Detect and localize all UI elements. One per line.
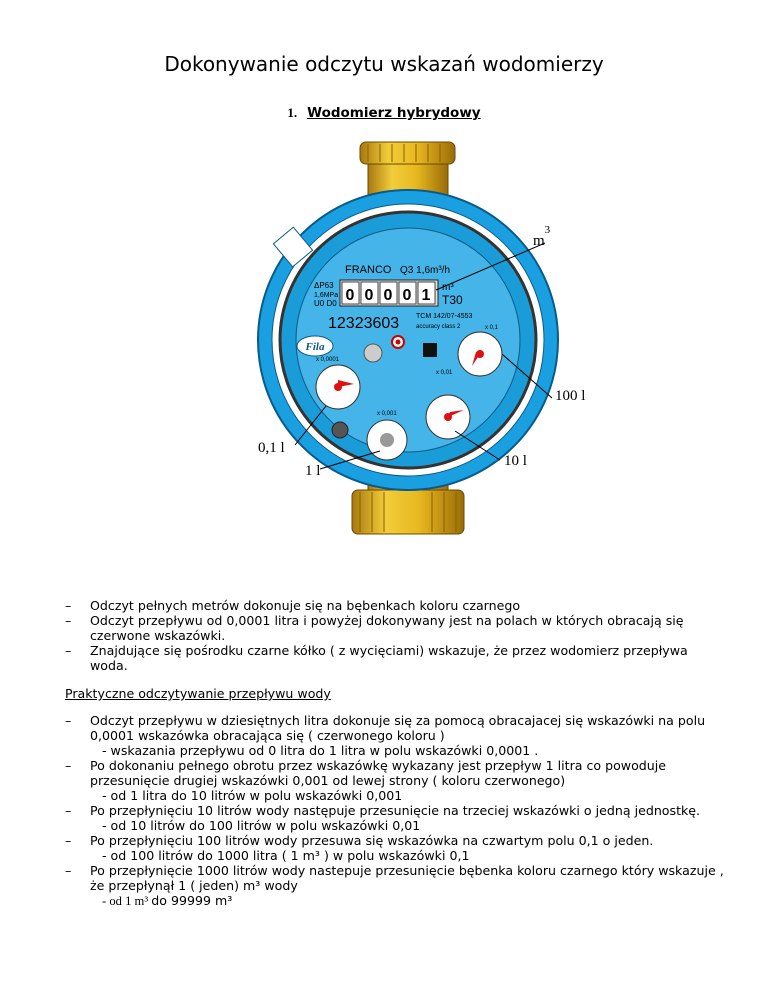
bullet-list-2 [65, 713, 735, 909]
bullet-list-1 [65, 598, 725, 673]
meter-spec3: U0 D0 [314, 299, 337, 308]
meter-accuracy: accuracy class 2 [416, 324, 461, 330]
section-heading [0, 105, 768, 121]
counter-digit: 0 [402, 287, 412, 304]
meter-serial: 12323603 [328, 315, 400, 332]
meter-unit: m³ [442, 282, 454, 293]
list-item: – Odczyt przepływu w dziesiętnych litra dokonuje się za pomocą obracajacej się wskazówki na polu 0,0001 wskazówka obracająca się ( czerwonego koloru ) - wskazania przepływu od 0 litra do 1 litra w polu wskazówki 0,0001 . [65, 713, 706, 758]
water-meter-illustration [240, 140, 580, 570]
section-name: Wodomierz hybrydowy [307, 105, 481, 121]
callout-100l: 100 l [555, 388, 586, 404]
counter-digit: 0 [364, 287, 374, 304]
meter-approval: TCM 142/07-4553 [416, 313, 473, 320]
list-item: – Po przepłynięciu 100 litrów wody przesuwa się wskazówka na czwartym polu 0,1 o jeden. - od 100 litrów do 1000 litra ( 1 m³ ) w polu wskazówki 0,1 [65, 833, 654, 863]
list-item: – Po przepłynięcie 1000 litrów wody nastepuje przesunięcie bębenka koloru czarnego który wskazuje , że przepłynął 1 ( jeden) m³ wody - od 1 m³ do 99999 m³ [65, 863, 724, 908]
dial-label: x 0,1 [485, 325, 499, 331]
dial-label: x 0,001 [377, 411, 397, 417]
counter-digit: 0 [383, 287, 393, 304]
practical-heading: Praktyczne odczytywanie przepływu wody [65, 686, 331, 701]
list-item: – Odczyt przepływu od 0,0001 litra i powyżej dokonywany jest na polach w których obracają się czerwone wskazówki. [65, 613, 684, 643]
counter-digit: 1 [421, 287, 431, 304]
page-title: Dokonywanie odczytu wskazań wodomierzy [164, 52, 604, 76]
callout-10l: 10 l [504, 453, 527, 469]
meter-spec2: 1,6MPa [314, 292, 339, 299]
meter-spec1: ΔP63 [314, 281, 334, 290]
meter-model: T30 [442, 293, 463, 307]
callout-01l: 0,1 l [258, 440, 285, 456]
dial-label: x 0,0001 [316, 357, 340, 363]
meter-flow: Q3 1,6m³/h [400, 265, 451, 276]
section-number: 1. [287, 105, 298, 120]
counter-digit: 0 [345, 287, 355, 304]
fila-logo: Fila [305, 341, 325, 353]
dial-label: x 0,01 [436, 370, 453, 376]
flow-indicator-wheel [364, 344, 382, 362]
list-item: – Odczyt pełnych metrów dokonuje się na bębenkach koloru czarnego [65, 598, 521, 613]
list-item: – Po dokonaniu pełnego obrotu przez wskazówkę wykazany jest przepływ 1 litra co powoduje przesunięcie drugiej wskazówki 0,001 od lewej strony ( koloru czerwonego) - od 1 litra do 10 litrów w polu wskazówki 0,001 [65, 758, 667, 803]
list-item: – Znajdujące się pośrodku czarne kółko ( z wycięciami) wskazuje, że przez wodomierz przepływa woda. [65, 643, 688, 673]
list-item: – Po przepłynięciu 10 litrów wody następuje przesunięcie na trzeciej wskazówki o jedną jednostkę. - od 10 litrów do 100 litrów w polu wskazówki 0,01 [65, 803, 701, 833]
counter-drums [340, 280, 438, 306]
callout-1l: 1 l [305, 463, 321, 479]
callout-m3: $m^3$ [533, 224, 551, 249]
meter-brand: FRANCO [345, 264, 392, 276]
